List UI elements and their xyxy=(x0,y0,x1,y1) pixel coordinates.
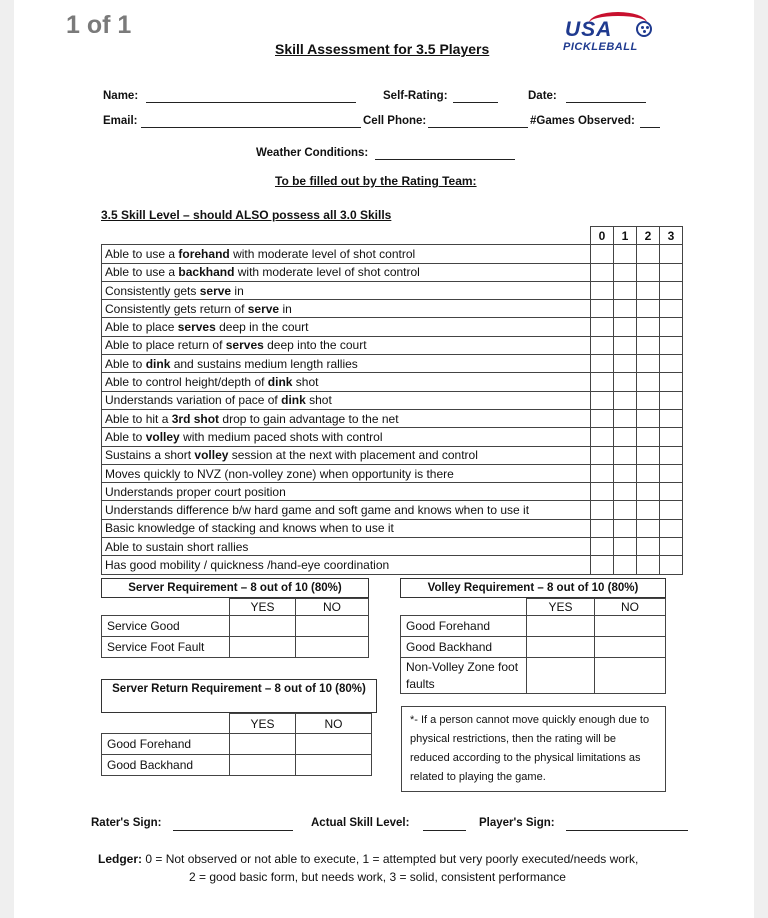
skill-keyword: forehand xyxy=(178,246,230,261)
score-cell-1[interactable] xyxy=(614,336,637,354)
score-cell-2[interactable] xyxy=(637,446,660,464)
server-row-yes[interactable] xyxy=(230,616,296,637)
server-yes-header: YES xyxy=(230,599,296,616)
date-field[interactable] xyxy=(566,102,646,103)
logo-pickleball-text: PICKLEBALL xyxy=(563,41,638,53)
score-col-1: 1 xyxy=(614,227,637,245)
server-req-table xyxy=(101,598,369,658)
return-row-no[interactable] xyxy=(296,755,372,776)
skill-row xyxy=(102,263,683,281)
return-row-yes[interactable] xyxy=(230,734,296,755)
return-row-label: Good Forehand xyxy=(102,734,230,755)
server-row-label: Service Foot Fault xyxy=(102,637,230,658)
skill-text: Able to place xyxy=(105,320,178,335)
name-field[interactable] xyxy=(146,102,356,103)
skill-label xyxy=(102,318,591,336)
ledger-line-1 xyxy=(98,852,638,866)
usa-pickleball-logo xyxy=(563,10,663,56)
score-cell-3[interactable] xyxy=(660,355,683,373)
score-cell-2[interactable] xyxy=(637,355,660,373)
player-sign-field[interactable] xyxy=(566,830,688,831)
ledger-line-2: 2 = good basic form, but needs work, 3 = solid, consistent performance xyxy=(189,870,566,884)
volley-row-no[interactable] xyxy=(595,637,666,658)
skill-text: Able to use a xyxy=(105,265,179,280)
server-row-no[interactable] xyxy=(296,637,369,658)
skill-row xyxy=(102,501,683,519)
skill-label xyxy=(102,300,591,318)
return-req-table xyxy=(101,713,372,776)
volley-row-no[interactable] xyxy=(595,616,666,637)
score-cell-1[interactable] xyxy=(614,483,637,501)
skill-label xyxy=(102,464,591,482)
score-cell-3[interactable] xyxy=(660,446,683,464)
skill-row xyxy=(102,355,683,373)
skill-text: Consistently gets xyxy=(105,283,200,298)
score-cell-1[interactable] xyxy=(614,373,637,391)
return-row-label: Good Backhand xyxy=(102,755,230,776)
skill-row xyxy=(102,483,683,501)
page-count: 1 of 1 xyxy=(66,11,132,39)
score-cell-2[interactable] xyxy=(637,300,660,318)
ledger-label: Ledger: xyxy=(98,852,143,866)
skill-keyword: dink xyxy=(145,356,171,371)
score-cell-2[interactable] xyxy=(637,428,660,446)
volley-req-title: Volley Requirement – 8 out of 10 (80%) xyxy=(400,578,666,598)
skill-label xyxy=(102,263,591,281)
score-cell-3[interactable] xyxy=(660,538,683,556)
score-cell-2[interactable] xyxy=(637,464,660,482)
cell-phone-field[interactable] xyxy=(428,127,528,128)
skill-keyword: volley xyxy=(194,448,229,463)
score-cell-0[interactable] xyxy=(591,245,614,263)
skill-keyword: dink xyxy=(281,393,306,408)
score-cell-3[interactable] xyxy=(660,263,683,281)
skill-keyword: dink xyxy=(267,375,293,390)
return-row-no[interactable] xyxy=(296,734,372,755)
rating-team-heading: To be filled out by the Rating Team: xyxy=(275,174,477,188)
skill-text: Has good mobility / quickness /hand-eye coordination xyxy=(105,557,390,572)
score-cell-1[interactable] xyxy=(614,245,637,263)
weather-field[interactable] xyxy=(375,159,515,160)
skill-text: Able to xyxy=(105,356,146,371)
volley-row-label: Non-Volley Zone foot faults xyxy=(401,658,527,694)
score-cell-3[interactable] xyxy=(660,318,683,336)
rater-sign-field[interactable] xyxy=(173,830,293,831)
score-cell-3[interactable] xyxy=(660,501,683,519)
skill-text: session at the next with placement and control xyxy=(228,448,478,463)
score-cell-1[interactable] xyxy=(614,391,637,409)
score-cell-3[interactable] xyxy=(660,391,683,409)
server-no-header: NO xyxy=(296,599,369,616)
cell-phone-label: Cell Phone: xyxy=(363,115,427,127)
volley-no-header: NO xyxy=(595,599,666,616)
volley-yes-header: YES xyxy=(527,599,595,616)
score-cell-0[interactable] xyxy=(591,318,614,336)
score-cell-0[interactable] xyxy=(591,391,614,409)
skill-text: Able to use a xyxy=(105,246,179,261)
skill-label xyxy=(102,483,591,501)
score-cell-0[interactable] xyxy=(591,355,614,373)
score-cell-1[interactable] xyxy=(614,538,637,556)
ledger-text-1: 0 = Not observed or not able to execute, 1 = attempted but very poorly executed/needs work, xyxy=(142,852,639,866)
skill-label xyxy=(102,245,591,263)
score-cell-3[interactable] xyxy=(660,409,683,427)
server-req-title: Server Requirement – 8 out of 10 (80%) xyxy=(101,578,369,598)
volley-row-yes[interactable] xyxy=(527,616,595,637)
skill-row xyxy=(102,336,683,354)
skill-keyword: backhand xyxy=(178,265,235,280)
name-label: Name: xyxy=(103,90,139,102)
score-cell-0[interactable] xyxy=(591,538,614,556)
skill-label xyxy=(102,409,591,427)
skill-label xyxy=(102,391,591,409)
skill-row xyxy=(102,556,683,574)
score-cell-3[interactable] xyxy=(660,245,683,263)
skill-label xyxy=(102,501,591,519)
score-cell-1[interactable] xyxy=(614,300,637,318)
skill-text: Understands proper court position xyxy=(105,484,286,499)
games-observed-field[interactable] xyxy=(640,127,660,128)
score-cell-2[interactable] xyxy=(637,538,660,556)
mobility-note: *- If a person cannot move quickly enough due to physical restrictions, then the rating will be reduced according to the physical limitations as related to playing the game. xyxy=(401,706,666,792)
skill-text: Able to place return of xyxy=(105,338,226,353)
score-header-row xyxy=(102,227,683,245)
skill-keyword: volley xyxy=(145,429,180,444)
score-cell-3[interactable] xyxy=(660,300,683,318)
score-cell-2[interactable] xyxy=(637,556,660,574)
score-col-2: 2 xyxy=(637,227,660,245)
score-cell-0[interactable] xyxy=(591,409,614,427)
return-req-title: Server Return Requirement – 8 out of 10 (80%) xyxy=(101,679,377,713)
volley-row-no[interactable] xyxy=(595,658,666,694)
skill-row xyxy=(102,391,683,409)
volley-row-yes[interactable] xyxy=(527,637,595,658)
volley-req-table xyxy=(400,598,666,694)
skill-label xyxy=(102,519,591,537)
pickleball-icon xyxy=(636,21,652,37)
volley-row-label: Good Forehand xyxy=(401,616,527,637)
score-cell-0[interactable] xyxy=(591,519,614,537)
score-cell-0[interactable] xyxy=(591,464,614,482)
skills-table xyxy=(101,226,683,575)
form-title: Skill Assessment for 3.5 Players xyxy=(275,41,490,57)
score-cell-1[interactable] xyxy=(614,464,637,482)
skill-text: Understands variation of pace of xyxy=(105,393,282,408)
score-cell-2[interactable] xyxy=(637,519,660,537)
rater-sign-label: Rater's Sign: xyxy=(91,817,162,829)
score-cell-2[interactable] xyxy=(637,245,660,263)
volley-row-label: Good Backhand xyxy=(401,637,527,658)
server-row-yes[interactable] xyxy=(230,637,296,658)
score-cell-3[interactable] xyxy=(660,483,683,501)
player-sign-label: Player's Sign: xyxy=(479,817,555,829)
score-cell-3[interactable] xyxy=(660,428,683,446)
actual-skill-field[interactable] xyxy=(423,830,466,831)
score-cell-2[interactable] xyxy=(637,501,660,519)
score-cell-1[interactable] xyxy=(614,409,637,427)
skill-keyword: 3rd shot xyxy=(171,411,220,426)
score-cell-2[interactable] xyxy=(637,373,660,391)
score-cell-3[interactable] xyxy=(660,519,683,537)
score-cell-3[interactable] xyxy=(660,373,683,391)
return-no-header: NO xyxy=(296,714,372,734)
games-observed-label: #Games Observed: xyxy=(530,115,635,127)
score-cell-0[interactable] xyxy=(591,373,614,391)
score-cell-0[interactable] xyxy=(591,281,614,299)
score-cell-2[interactable] xyxy=(637,318,660,336)
skill-text: with moderate level of shot control xyxy=(234,265,420,280)
skill-text: drop to gain advantage to the net xyxy=(219,411,399,426)
skill-text: with moderate level of shot control xyxy=(229,246,416,261)
skill-row xyxy=(102,409,683,427)
skill-text: Basic knowledge of stacking and knows when to use it xyxy=(105,521,394,536)
skill-label xyxy=(102,446,591,464)
server-row-no[interactable] xyxy=(296,616,369,637)
email-label: Email: xyxy=(103,115,138,127)
score-cell-0[interactable] xyxy=(591,263,614,281)
score-cell-1[interactable] xyxy=(614,428,637,446)
server-row-label: Service Good xyxy=(102,616,230,637)
score-cell-0[interactable] xyxy=(591,483,614,501)
score-cell-2[interactable] xyxy=(637,336,660,354)
score-cell-3[interactable] xyxy=(660,336,683,354)
return-yes-header: YES xyxy=(230,714,296,734)
skill-text: Able to hit a xyxy=(105,411,172,426)
score-cell-1[interactable] xyxy=(614,519,637,537)
skill-text: shot xyxy=(292,375,319,390)
score-cell-2[interactable] xyxy=(637,483,660,501)
logo-usa-text: USA xyxy=(565,18,613,41)
score-cell-3[interactable] xyxy=(660,281,683,299)
score-cell-1[interactable] xyxy=(614,263,637,281)
score-cell-2[interactable] xyxy=(637,263,660,281)
skill-label xyxy=(102,373,591,391)
skill-text: in xyxy=(231,283,244,298)
skill-keyword: serves xyxy=(177,320,216,335)
score-cell-1[interactable] xyxy=(614,446,637,464)
score-cell-1[interactable] xyxy=(614,281,637,299)
skill-text: Able to xyxy=(105,429,146,444)
skill-text: Moves quickly to NVZ (non-volley zone) when opportunity is there xyxy=(105,466,454,481)
skill-row xyxy=(102,428,683,446)
score-cell-0[interactable] xyxy=(591,446,614,464)
skill-level-heading: 3.5 Skill Level – should ALSO possess all 3.0 Skills xyxy=(101,208,392,222)
skill-text: in xyxy=(279,301,292,316)
skill-label xyxy=(102,355,591,373)
actual-skill-label: Actual Skill Level: xyxy=(311,817,410,829)
skill-text: deep into the court xyxy=(263,338,367,353)
weather-label: Weather Conditions: xyxy=(256,147,369,159)
score-cell-2[interactable] xyxy=(637,281,660,299)
skill-row xyxy=(102,300,683,318)
skill-label xyxy=(102,428,591,446)
volley-row-yes[interactable] xyxy=(527,658,595,694)
skill-text: shot xyxy=(305,393,332,408)
skill-keyword: serves xyxy=(225,338,264,353)
skill-row xyxy=(102,464,683,482)
self-rating-label: Self-Rating: xyxy=(383,90,448,102)
skill-label xyxy=(102,336,591,354)
score-cell-2[interactable] xyxy=(637,391,660,409)
date-label: Date: xyxy=(528,90,557,102)
email-field[interactable] xyxy=(141,127,361,128)
skill-label xyxy=(102,281,591,299)
score-cell-0[interactable] xyxy=(591,428,614,446)
skill-keyword: serve xyxy=(247,301,280,316)
skill-row xyxy=(102,519,683,537)
self-rating-field[interactable] xyxy=(453,102,498,103)
skill-text: Able to control height/depth of xyxy=(105,375,268,390)
score-col-0: 0 xyxy=(591,227,614,245)
score-cell-1[interactable] xyxy=(614,355,637,373)
skill-row xyxy=(102,281,683,299)
skill-text: Understands difference b/w hard game and soft game and knows when to use it xyxy=(105,503,530,518)
score-cell-1[interactable] xyxy=(614,501,637,519)
skill-label xyxy=(102,538,591,556)
skill-row xyxy=(102,538,683,556)
score-cell-2[interactable] xyxy=(637,409,660,427)
score-cell-0[interactable] xyxy=(591,501,614,519)
score-cell-0[interactable] xyxy=(591,556,614,574)
score-cell-3[interactable] xyxy=(660,556,683,574)
skill-text: with medium paced shots with control xyxy=(179,429,383,444)
skill-keyword: serve xyxy=(199,283,232,298)
skill-row xyxy=(102,318,683,336)
skill-row xyxy=(102,446,683,464)
return-row-yes[interactable] xyxy=(230,755,296,776)
score-cell-3[interactable] xyxy=(660,464,683,482)
skill-text: Able to sustain short rallies xyxy=(105,539,249,554)
score-cell-1[interactable] xyxy=(614,556,637,574)
skill-text: Sustains a short xyxy=(105,448,195,463)
skill-row xyxy=(102,245,683,263)
score-col-3: 3 xyxy=(660,227,683,245)
score-cell-0[interactable] xyxy=(591,336,614,354)
skill-text: and sustains medium length rallies xyxy=(170,356,358,371)
skill-text: Consistently gets return of xyxy=(105,301,248,316)
score-cell-1[interactable] xyxy=(614,318,637,336)
skill-row xyxy=(102,373,683,391)
score-cell-0[interactable] xyxy=(591,300,614,318)
skill-text: deep in the court xyxy=(215,320,309,335)
skill-label xyxy=(102,556,591,574)
